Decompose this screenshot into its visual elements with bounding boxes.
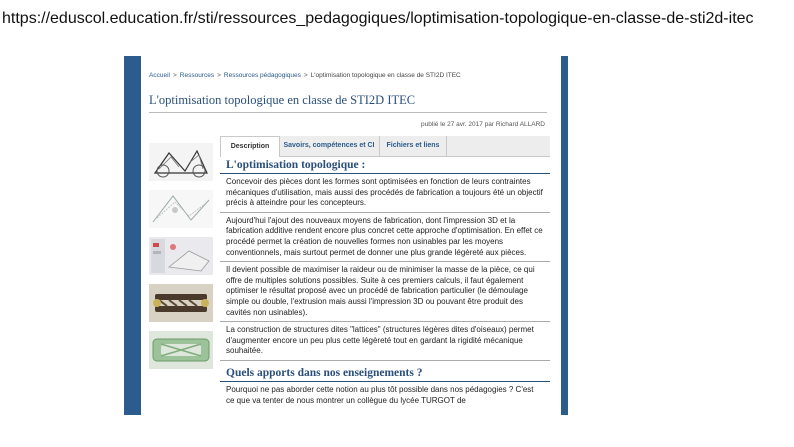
breadcrumb-separator: > xyxy=(217,72,221,79)
tab-bar xyxy=(220,136,550,157)
breadcrumb-current: L'optimisation topologique en classe de STI2D ITEC xyxy=(310,72,461,79)
webpage-screenshot xyxy=(124,56,568,415)
tab-description[interactable]: Description xyxy=(220,136,280,158)
description-content xyxy=(220,157,550,415)
thumbnail-column xyxy=(149,143,213,378)
paragraph: La construction de structures dites "lattices" (structures légères dites d'oiseaux) permet d'augmenter encore un peu plus cette légèreté tout en gardant la rigidité mécanique souhaitée. xyxy=(220,322,550,361)
section-heading-optimisation: L'optimisation topologique : xyxy=(220,157,550,174)
breadcrumb-home[interactable]: Accueil xyxy=(149,72,170,79)
breadcrumb-separator: > xyxy=(172,72,177,79)
paragraph: Concevoir des pièces dont les formes sont optimisées en fonction de leurs contraintes mécaniques d'utilisation, mais aussi des procédés de fabrication a toujours été un objectif précis à atteindre pour les concepteurs. xyxy=(220,174,550,213)
left-blue-margin xyxy=(124,56,141,415)
thumbnail-lattice-part-green[interactable] xyxy=(149,331,213,369)
thumbnail-software-screenshot[interactable] xyxy=(149,237,213,275)
tab-savoirs-competences[interactable]: Savoirs, compétences et CI xyxy=(279,136,380,156)
right-blue-margin xyxy=(561,56,568,415)
breadcrumb-pedagogical[interactable]: Ressources pédagogiques xyxy=(223,72,301,79)
title-divider xyxy=(149,112,547,113)
url-caption: https://eduscol.education.fr/sti/ressources_pedagogiques/loptimisation-topologique-en-classe-de-sti2d-itec xyxy=(2,10,754,27)
breadcrumb-resources[interactable]: Ressources xyxy=(179,72,215,79)
paragraph: Pourquoi ne pas aborder cette notion au plus tôt possible dans nos pédagogies ? C'est ce que va tenter de nous montrer un collègue du lycée TURGOT de xyxy=(226,384,534,405)
breadcrumb xyxy=(149,72,461,79)
publication-info: publié le 27 avr. 2017 par Richard ALLARD xyxy=(421,121,545,128)
paragraph: Aujourd'hui l'ajout des nouveaux moyens de fabrication, dont l'impression 3D et la fabrication additive rendent encore plus concret cette approche d'optimisation. En effet ce procédé permet la création de nouvelles formes non usinables par les moyens conventionnels, mais surtout permet de donner une plus grande légèreté aux pièces. xyxy=(220,213,550,262)
page-body xyxy=(141,56,561,415)
thumbnail-lattice-part-dark[interactable] xyxy=(149,284,213,322)
paragraph: Il devient possible de maximiser la raideur ou de minimiser la masse de la pièce, ce qui offre de multiples solutions possibles. Suite à ces premiers calculs, il faut également optimiser le résultat proposé avec un procédé de fabrication particulier (le démoulage simple ou double, l'extrusion mais aussi l'impression 3D ou pouvant être produit des cavités non usinables). xyxy=(220,262,550,322)
page-title: L'optimisation topologique en classe de STI2D ITEC xyxy=(149,93,416,107)
section-heading-apports: Quels apports dans nos enseignements ? xyxy=(220,365,550,382)
breadcrumb-separator: > xyxy=(303,72,308,79)
tab-fichiers-liens[interactable]: Fichiers et liens xyxy=(380,136,447,156)
thumbnail-bike-frame-mesh[interactable] xyxy=(149,143,213,181)
thumbnail-bike-frame-optimized[interactable] xyxy=(149,190,213,228)
